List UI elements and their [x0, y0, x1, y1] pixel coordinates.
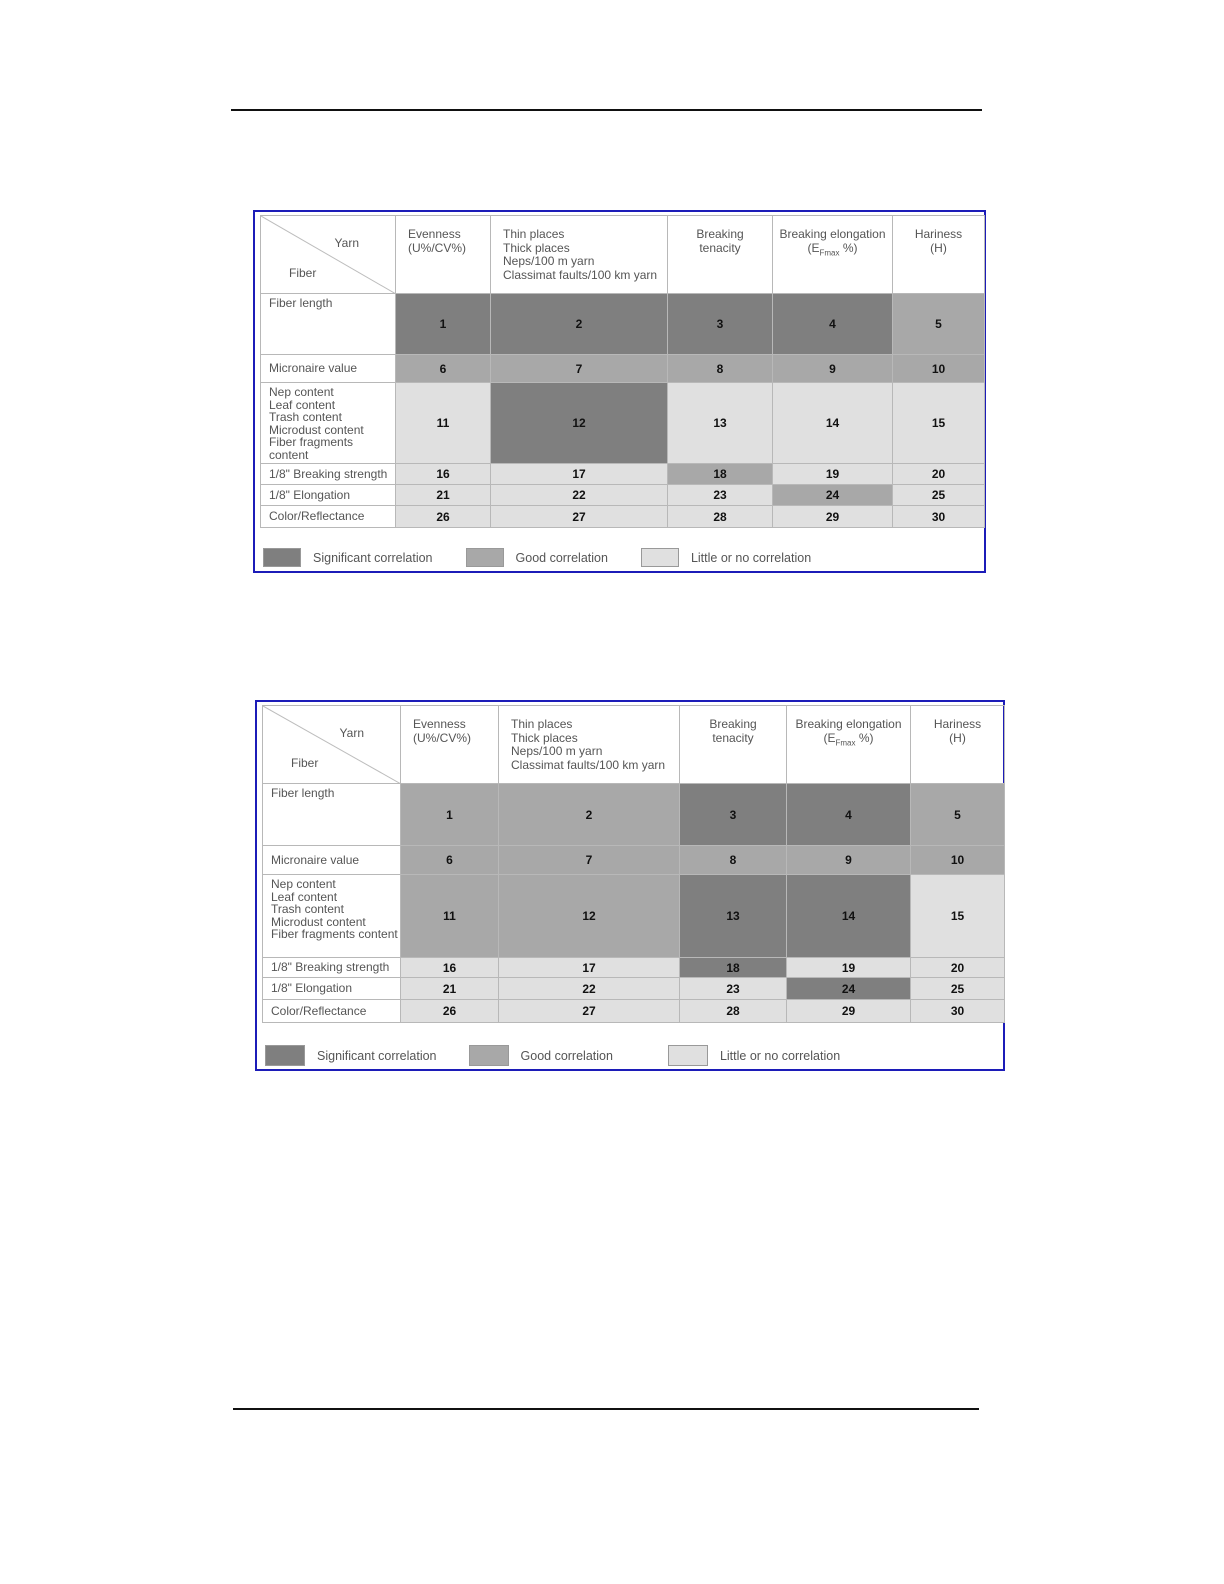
correlation-cell: 26 — [401, 1000, 499, 1023]
correlation-cell: 19 — [787, 958, 911, 978]
table-row — [261, 464, 985, 485]
correlation-cell: 20 — [911, 958, 1005, 978]
table-row — [261, 485, 985, 506]
table-row — [263, 978, 1005, 1000]
corner-cell — [263, 706, 401, 784]
correlation-cell: 23 — [680, 978, 787, 1000]
row-label-line: Fiber length — [269, 296, 333, 310]
correlation-cell: 25 — [893, 485, 985, 506]
efmax-subscript: Fmax — [835, 737, 856, 747]
corner-cell — [261, 216, 396, 294]
row-label-line: 1/8" Elongation — [269, 487, 350, 502]
legend-good-label: Good correlation — [515, 550, 608, 565]
correlation-cell: 5 — [911, 784, 1005, 846]
correlation-cell: 21 — [396, 485, 491, 506]
correlation-cell: 30 — [893, 506, 985, 528]
header-breaking-tenacity — [680, 706, 787, 784]
correlation-cell: 16 — [396, 464, 491, 485]
header-line: Classimat faults/100 km yarn — [511, 757, 666, 772]
correlation-cell: 29 — [787, 1000, 911, 1023]
table-row — [263, 958, 1005, 978]
header-breaking-elongation — [787, 706, 911, 784]
correlation-cell: 5 — [893, 294, 985, 355]
correlation-cell: 1 — [396, 294, 491, 355]
row-label-line: Trash content — [271, 902, 344, 916]
header-line: Neps/100 m yarn — [511, 744, 603, 758]
row-label-line: Fiber length — [271, 786, 335, 800]
row-label-line: Trash content — [269, 410, 342, 424]
yarn-label: Yarn — [334, 236, 359, 250]
efmax-suffix: %) — [839, 240, 858, 255]
header-line: (U%/CV%) — [413, 730, 472, 745]
yarn-label: Yarn — [339, 726, 364, 740]
header-line — [773, 242, 892, 260]
efmax-prefix: (E — [807, 240, 820, 255]
header-line: Thick places — [511, 730, 578, 745]
row-label-line: Fiber fragments content — [271, 927, 398, 941]
row-label — [261, 464, 396, 485]
row-label — [261, 506, 396, 528]
correlation-cell: 27 — [499, 1000, 680, 1023]
correlation-cell: 8 — [680, 846, 787, 875]
header-line: (H) — [930, 240, 947, 255]
correlation-cell: 30 — [911, 1000, 1005, 1023]
correlation-cell: 22 — [491, 485, 668, 506]
diagonal-divider — [263, 706, 401, 784]
row-label-line: Leaf content — [269, 397, 336, 412]
header-line: Classimat faults/100 km yarn — [503, 267, 658, 282]
row-label — [263, 784, 401, 846]
row-label-line: Microdust content — [269, 422, 364, 437]
header-thin-places — [491, 216, 668, 294]
fiber-label: Fiber — [289, 266, 317, 280]
row-label-line: Color/Reflectance — [269, 509, 365, 524]
fiber-label: Fiber — [291, 756, 319, 770]
correlation-cell: 12 — [491, 383, 668, 464]
header-line: Thick places — [503, 240, 570, 255]
correlation-cell: 14 — [787, 875, 911, 958]
row-label-line: 1/8" Breaking strength — [271, 960, 390, 975]
header-line: Thin places — [511, 717, 573, 731]
correlation-table-2 — [262, 705, 1005, 1023]
row-label-line: Micronaire value — [271, 852, 360, 867]
header-line: Breaking elongation — [795, 717, 902, 731]
correlation-cell: 4 — [787, 784, 911, 846]
header-line — [787, 732, 910, 750]
correlation-cell: 2 — [499, 784, 680, 846]
row-label — [261, 485, 396, 506]
significant-swatch — [265, 1045, 305, 1066]
correlation-cell: 18 — [680, 958, 787, 978]
correlation-cell: 15 — [911, 875, 1005, 958]
little-swatch — [641, 548, 679, 567]
correlation-cell: 7 — [499, 846, 680, 875]
header-line: Evenness — [413, 717, 466, 731]
row-label-line: 1/8" Breaking strength — [269, 466, 388, 481]
efmax-prefix: (E — [823, 730, 836, 745]
correlation-cell: 4 — [773, 294, 893, 355]
correlation-cell: 28 — [668, 506, 773, 528]
row-label — [261, 294, 396, 355]
table-row — [263, 784, 1005, 846]
header-line: tenacity — [699, 240, 741, 255]
table-row — [263, 1000, 1005, 1023]
row-label — [263, 875, 401, 958]
correlation-cell: 10 — [893, 355, 985, 383]
row-label — [263, 846, 401, 875]
header-hariness — [893, 216, 985, 294]
correlation-cell: 26 — [396, 506, 491, 528]
legend-significant-label: Significant correlation — [313, 550, 433, 565]
correlation-cell: 17 — [499, 958, 680, 978]
good-swatch — [466, 548, 504, 567]
header-line: Evenness — [408, 227, 461, 241]
correlation-cell: 7 — [491, 355, 668, 383]
correlation-cell: 24 — [787, 978, 911, 1000]
correlation-cell: 16 — [401, 958, 499, 978]
correlation-cell: 13 — [680, 875, 787, 958]
row-label — [261, 355, 396, 383]
row-label-line: Color/Reflectance — [271, 1003, 367, 1018]
correlation-cell: 15 — [893, 383, 985, 464]
header-thin-places — [499, 706, 680, 784]
correlation-cell: 22 — [499, 978, 680, 1000]
row-label — [263, 1000, 401, 1023]
correlation-cell: 6 — [396, 355, 491, 383]
correlation-table-1 — [260, 215, 985, 528]
table-row — [263, 846, 1005, 875]
header-line: Breaking — [709, 717, 757, 731]
correlation-figure-2 — [255, 700, 1005, 1071]
legend-2 — [265, 1045, 873, 1066]
header-breaking-tenacity — [668, 216, 773, 294]
legend-good-label: Good correlation — [520, 1048, 613, 1063]
header-line: Hariness — [933, 717, 982, 731]
row-label-line: Nep content — [269, 385, 334, 399]
correlation-cell: 2 — [491, 294, 668, 355]
header-hariness — [911, 706, 1005, 784]
correlation-cell: 8 — [668, 355, 773, 383]
header-line: Thin places — [503, 227, 565, 241]
efmax-subscript: Fmax — [819, 247, 840, 257]
header-rule — [231, 109, 982, 111]
correlation-cell: 19 — [773, 464, 893, 485]
correlation-cell: 23 — [668, 485, 773, 506]
table-row — [261, 294, 985, 355]
correlation-cell: 13 — [668, 383, 773, 464]
row-label-line: Micronaire value — [269, 361, 358, 376]
correlation-cell: 28 — [680, 1000, 787, 1023]
correlation-cell: 6 — [401, 846, 499, 875]
correlation-cell: 9 — [787, 846, 911, 875]
footer-rule — [233, 1408, 979, 1410]
header-line: Breaking — [696, 227, 744, 241]
row-label — [261, 383, 396, 464]
row-label — [263, 958, 401, 978]
row-label-line: Microdust content — [271, 914, 366, 929]
header-line: tenacity — [712, 730, 754, 745]
row-label-line: Leaf content — [271, 889, 338, 904]
correlation-cell: 21 — [401, 978, 499, 1000]
header-line: (U%/CV%) — [408, 240, 467, 255]
correlation-cell: 20 — [893, 464, 985, 485]
good-swatch — [469, 1045, 509, 1066]
header-breaking-elongation — [773, 216, 893, 294]
correlation-cell: 25 — [911, 978, 1005, 1000]
correlation-cell: 1 — [401, 784, 499, 846]
header-line: Neps/100 m yarn — [503, 254, 595, 268]
significant-swatch — [263, 548, 301, 567]
correlation-cell: 17 — [491, 464, 668, 485]
row-label-line: Fiber fragments content — [269, 435, 354, 462]
table-row — [261, 355, 985, 383]
correlation-figure-1 — [253, 210, 986, 573]
row-label — [263, 978, 401, 1000]
row-label-line: Nep content — [271, 877, 336, 891]
efmax-suffix: %) — [855, 730, 874, 745]
correlation-cell: 11 — [401, 875, 499, 958]
correlation-cell: 29 — [773, 506, 893, 528]
header-line: Breaking elongation — [779, 227, 886, 241]
correlation-cell: 12 — [499, 875, 680, 958]
table-row — [263, 875, 1005, 958]
correlation-cell: 9 — [773, 355, 893, 383]
legend-significant-label: Significant correlation — [317, 1048, 437, 1063]
row-label-line: 1/8" Elongation — [271, 981, 352, 996]
table-row — [261, 383, 985, 464]
header-evenness — [401, 706, 499, 784]
correlation-cell: 3 — [668, 294, 773, 355]
diagonal-divider — [261, 216, 396, 294]
header-evenness — [396, 216, 491, 294]
legend-1 — [263, 548, 844, 567]
legend-little-label: Little or no correlation — [719, 1048, 841, 1063]
header-row — [261, 216, 985, 294]
correlation-cell: 14 — [773, 383, 893, 464]
table-row — [261, 506, 985, 528]
correlation-cell: 11 — [396, 383, 491, 464]
header-row — [263, 706, 1005, 784]
legend-little-label: Little or no correlation — [690, 550, 812, 565]
correlation-cell: 18 — [668, 464, 773, 485]
header-line: (H) — [949, 730, 966, 745]
header-line: Hariness — [914, 227, 963, 241]
little-swatch — [668, 1045, 708, 1066]
correlation-cell: 27 — [491, 506, 668, 528]
correlation-cell: 24 — [773, 485, 893, 506]
correlation-cell: 10 — [911, 846, 1005, 875]
correlation-cell: 3 — [680, 784, 787, 846]
